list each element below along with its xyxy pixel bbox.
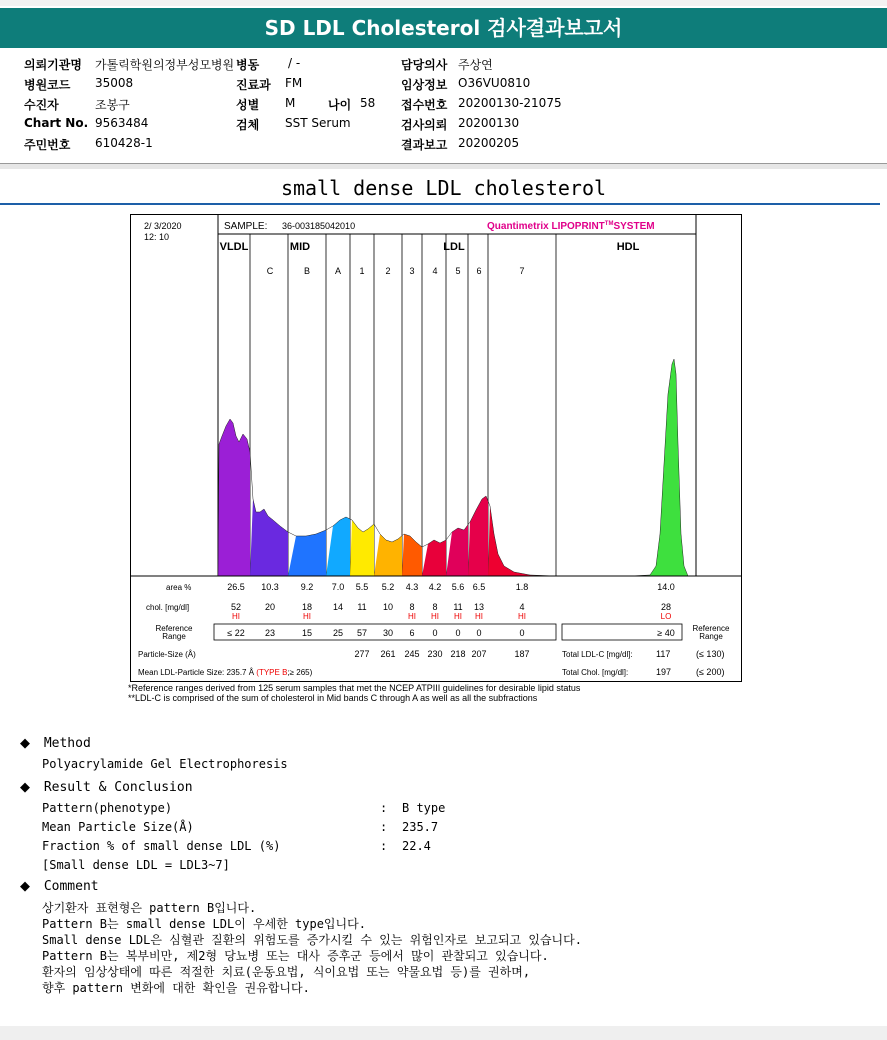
sample-id: 36-003185042010 [282,221,356,231]
flag: HI [303,612,311,621]
band-label: 2 [385,266,391,276]
band-group-label: LDL [443,241,465,253]
section-underline [0,203,880,205]
area-value: 5.6 [451,582,465,592]
patient-info [0,56,887,156]
result-key: Fraction % of small dense LDL (%) [42,839,281,853]
area-value: 4.2 [428,582,442,592]
info-value: 가톨릭학원의정부성모병원 [95,58,235,72]
info-label: Chart No. [24,116,89,130]
info-value: M [285,96,296,110]
divider-band [0,164,887,169]
total-chol-label: Total Chol. [mg/dl]: [562,668,629,677]
method-title: Method [43,736,91,751]
total-ldl-label: Total LDL-C [mg/dl]: [562,650,633,659]
band-label: 1 [359,266,365,276]
band-group-label: HDL [616,241,640,253]
chart-date: 2/ 3/2020 [144,221,182,231]
info-value: 9563484 [95,116,149,130]
particle-label: Particle-Size (Å) [138,650,196,659]
ref-label: Range [162,632,186,641]
diamond-icon: ◆ [20,879,30,894]
band-label: 4 [432,266,438,276]
info-label: 주민번호 [24,138,71,152]
chol-value: 52 [230,602,242,612]
result-value: 235.7 [402,820,439,834]
area-value: 5.5 [355,582,369,592]
particle-value: 261 [380,649,396,659]
ref-value: 15 [301,628,313,638]
info-value: 조봉구 [95,98,130,112]
particle-value: 245 [404,649,420,659]
section-title: small dense LDL cholesterol [280,176,607,200]
area-value: 14.0 [657,582,675,592]
method-heading [20,736,91,751]
flag: LO [660,612,672,621]
mean-size [138,668,313,677]
info-label: 병원코드 [24,78,71,92]
info-label: 나이 [328,98,352,112]
result-row: Mean Particle Size(Å) : 235.7 [42,820,439,834]
comment-line: Pattern B는 복부비만, 제2형 당뇨병 또는 대사 증후군 등에서 많이 관찰되고 있습니다. [42,949,549,963]
area-value: 5.2 [381,582,395,592]
info-label: 담당의사 [401,58,448,72]
info-label: 수진자 [24,98,59,112]
info-label: 검체 [236,118,260,132]
chol-value: 14 [332,602,344,612]
chol-value: 13 [473,602,485,612]
area-value: 9.2 [300,582,314,592]
mean-type: (TYPE B [256,668,288,677]
result-note: [Small dense LDL = LDL3~7] [42,858,230,872]
ref-hdl: ≥ 40 [657,628,675,638]
flag: HI [431,612,439,621]
info-label: 결과보고 [401,138,448,152]
mean-size-label: Mean LDL-Particle Size: [138,668,227,677]
info-value: SST Serum [285,116,351,130]
ref-value: 57 [356,628,368,638]
comment-line: 상기환자 표현형은 pattern B입니다. [42,901,257,915]
info-value: 35008 [95,76,134,90]
lipoprint-chart [130,214,742,682]
area-value: 1.8 [515,582,529,592]
band-group-label: MID [289,241,311,253]
report-title: SD LDL Cholesterol 검사결과보고서 [0,8,887,48]
info-value: 610428-1 [95,136,153,150]
result-row: Fraction % of small dense LDL (%) : 22.4 [42,839,431,853]
chart-time: 12: 10 [144,232,170,242]
chol-value: 11 [357,602,367,612]
info-label: 검사의뢰 [401,118,448,132]
chol-value: 28 [660,602,672,612]
band-group-label: VLDL [219,241,249,253]
area-value: 26.5 [227,582,245,592]
ref-right-label: Range [699,632,723,641]
area-value: 6.5 [472,582,486,592]
particle-value: 187 [514,649,530,659]
diamond-icon: ◆ [20,780,30,795]
total-chol-value: 197 [656,667,672,677]
mean-ref: ;≥ 265) [287,668,313,677]
particle-value: 218 [450,649,466,659]
total-ldl-value: 117 [656,649,671,659]
ref-value: 6 [409,628,415,638]
info-value: 20200130 [458,116,520,130]
band-label: A [334,266,342,276]
info-label: 진료과 [236,78,271,92]
ref-value: 30 [382,628,394,638]
flag: HI [408,612,416,621]
result-value: 22.4 [402,839,431,853]
info-label: 임상정보 [401,78,448,92]
chol-value: 8 [432,602,438,612]
particle-value: 277 [354,649,370,659]
ref-value: ≤ 22 [227,628,245,638]
particle-value: 230 [427,649,443,659]
comment-line: 환자의 임상상태에 따른 적절한 치료(운동요법, 식이요법 또는 약물요법 등)를 권하며, [42,965,531,979]
flag: HI [475,612,483,621]
flag: HI [518,612,526,621]
chart-brand-name: Quantimetrix LIPOPRINT [487,221,605,232]
area-value: 7.0 [331,582,345,592]
result-key: Pattern(phenotype) [42,801,173,815]
info-value: 20200130-21075 [458,96,562,110]
info-value: FM [285,76,303,90]
info-value: 주상연 [458,58,493,72]
area-value: 4.3 [405,582,419,592]
result-key: Mean Particle Size(Å) [42,820,194,834]
area-value: 10.3 [261,582,279,592]
result-value: B type [402,801,446,815]
ref-value: 0 [455,628,461,638]
method-text: Polyacrylamide Gel Electrophoresis [42,757,288,771]
result-row: Pattern(phenotype) : B type [42,801,446,815]
comment-heading [20,879,99,894]
chart-brand [487,221,655,232]
total-ldl-ref: (≤ 130) [696,649,725,659]
band-label: B [303,266,311,276]
band-label: 3 [409,266,415,276]
info-value: 58 [360,96,376,110]
ref-right-label: Reference [692,624,730,633]
comment-line: Small dense LDL은 심혈관 질환의 위험도를 증가시킬 수 있는 위험인자로 보고되고 있습니다. [42,933,582,947]
chol-value: 11 [453,602,463,612]
area-label: area % [166,583,192,592]
ref-value: 0 [519,628,525,638]
band-label: 5 [455,266,461,276]
top-strip [0,0,887,6]
ref-label: Reference [155,624,193,633]
flag: HI [232,612,240,621]
bottom-strip [0,1026,887,1040]
curve-segment [218,419,250,576]
ref-value: 0 [432,628,438,638]
result-title: Result & Conclusion [43,780,193,795]
info-value: 20200205 [458,136,520,150]
sample-label: SAMPLE: [224,221,268,232]
chol-label: chol. [mg/dl] [146,603,190,612]
ref-value: 25 [332,628,344,638]
footnote: **LDL-C is comprised of the sum of cholesterol in Mid bands C through A as well as all the subfractions [128,693,538,703]
info-label: 성별 [236,98,260,112]
band-label: C [266,266,274,276]
info-value: / - [288,56,301,70]
ref-value: 23 [264,628,276,638]
chol-value: 10 [382,602,394,612]
info-label: 병동 [236,58,260,72]
mean-size-value: 235.7 Å [226,668,257,677]
info-label: 접수번호 [401,98,448,112]
ref-value: 0 [476,628,482,638]
chol-value: 18 [301,602,313,612]
info-value: O36VU0810 [458,76,531,90]
info-label: 의뢰기관명 [24,58,82,72]
chart-brand-suffix: SYSTEM [613,221,655,232]
footnote: *Reference ranges derived from 125 serum samples that met the NCEP ATPIII guidelines for desirable lipid status [128,683,581,693]
result-heading [20,780,193,795]
chol-value: 4 [519,602,525,612]
band-label: 7 [519,266,525,276]
comment-line: 향후 pattern 변화에 대한 확인을 권유합니다. [42,981,310,995]
comment-title: Comment [43,879,99,894]
particle-value: 207 [471,649,487,659]
band-label: 6 [476,266,482,276]
flag: HI [454,612,462,621]
chol-value: 8 [409,602,415,612]
total-chol-ref: (≤ 200) [696,667,725,677]
diamond-icon: ◆ [20,736,30,751]
comment-line: Pattern B는 small dense LDL이 우세한 type입니다. [42,917,366,931]
chart-brand-tm: TM [604,221,614,227]
chol-value: 20 [264,602,276,612]
